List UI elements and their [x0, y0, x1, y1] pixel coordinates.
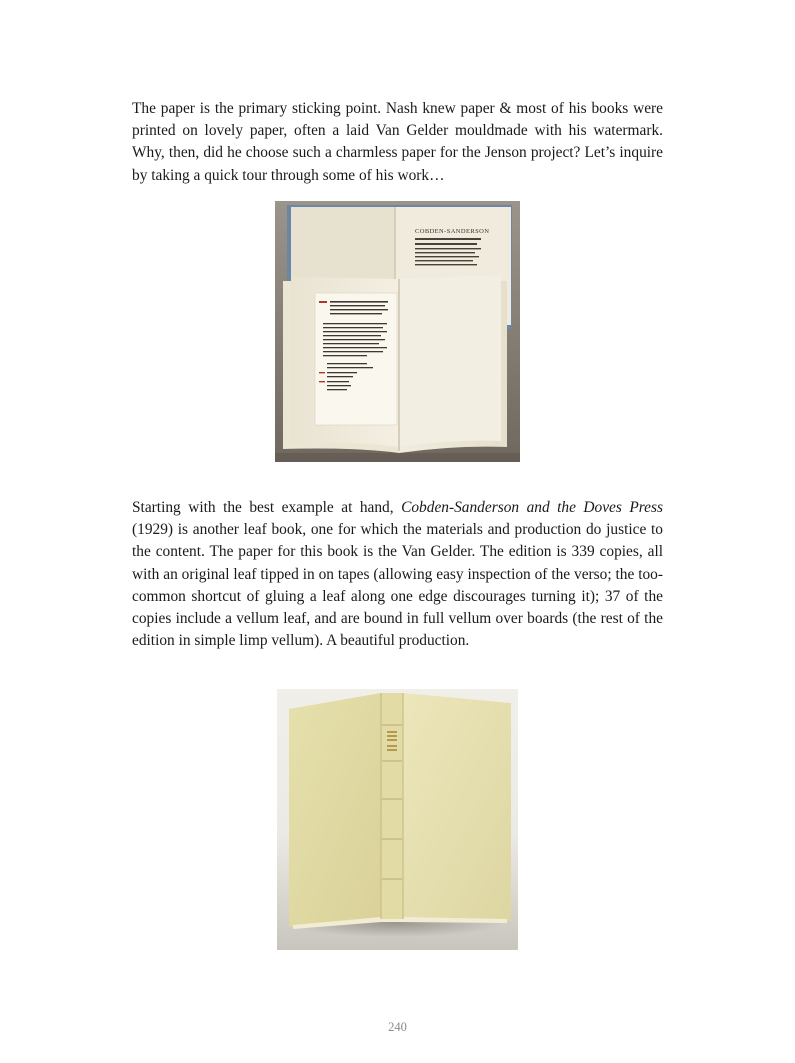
paragraph-paper-sticking-point: The paper is the primary sticking point. Nash knew paper & most of his books were printed on lovely paper, often a laid Van Gelder mouldmade with his watermark. Why, then, did he choose such a charmless paper for the Jenson project? Let’s inquire by taking a quick tour through some of his work…	[132, 100, 663, 184]
paragraph-intro-text: Starting with the best example at hand,	[132, 499, 402, 516]
svg-text:COBDEN-SANDERSON: COBDEN-SANDERSON	[415, 228, 490, 235]
paragraph-doves-press	[132, 497, 663, 652]
book-title: Cobden-Sanderson and the Doves Press	[401, 499, 663, 516]
vellum-bound-book-photo	[277, 689, 518, 950]
page-number: 240	[388, 1020, 407, 1034]
paragraph-body-text: (1929) is another leaf book, one for which the materials and production do justice to the content. The paper for this book is the Van Gelder. The edition is 339 copies, all with an original leaf tipped in on tapes (allowing easy inspection of the verso; the too-common shortcut of gluing a leaf along one edge discourages turning it); 37 of the copies include a vellum leaf, and are bound in full vellum over boards (the rest of the edition in simple limp vellum). A beautiful production.	[132, 521, 663, 650]
open-leaf-book-photo	[275, 201, 520, 462]
vellum-book-illustration	[277, 689, 518, 950]
open-leaf-book-illustration	[275, 201, 520, 462]
